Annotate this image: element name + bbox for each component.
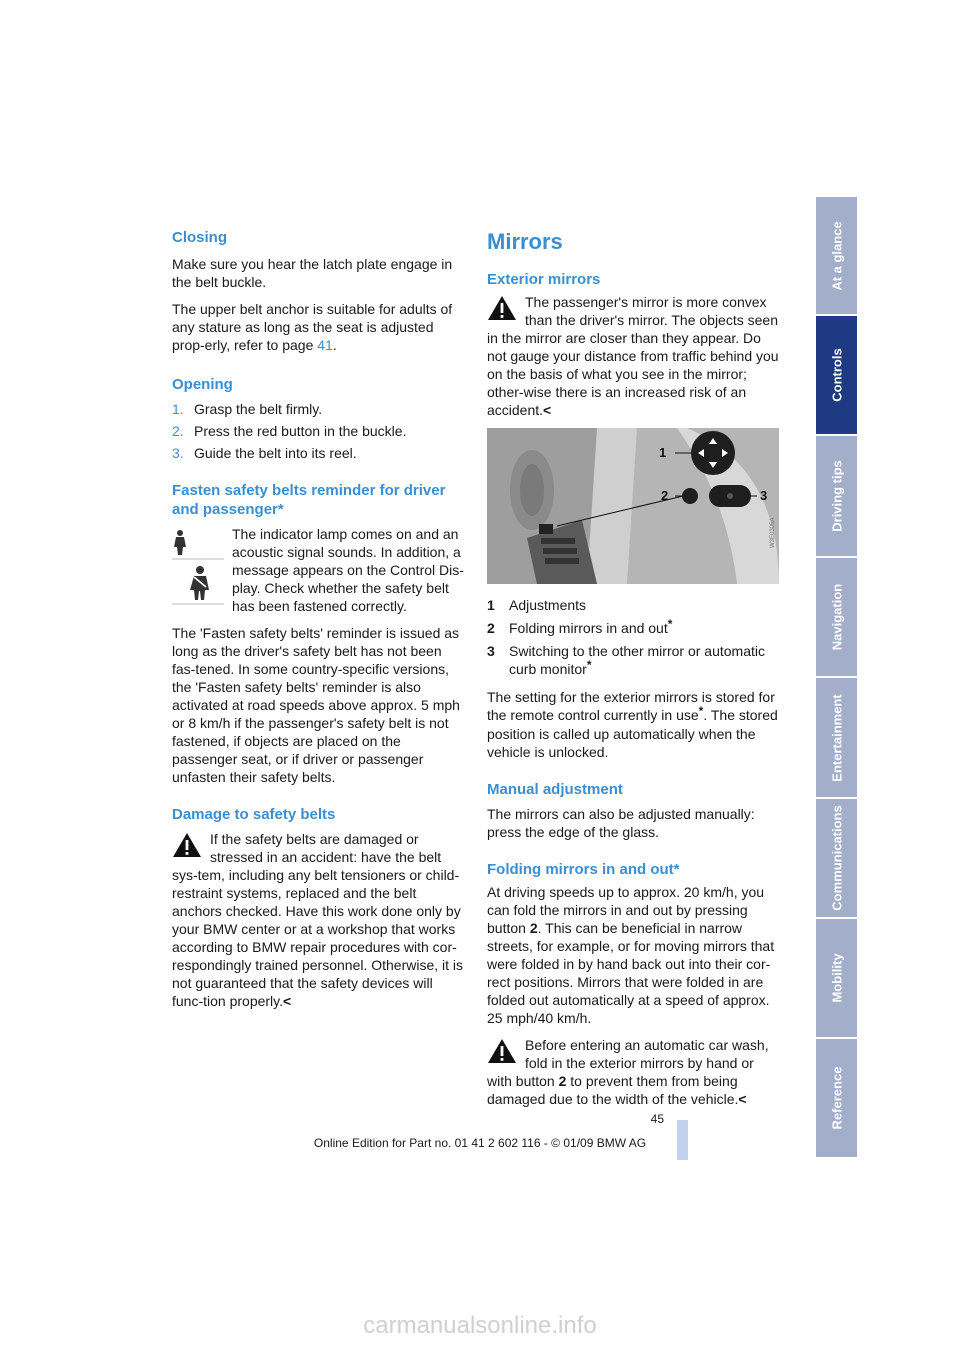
tab-navigation[interactable]: Navigation [816,558,857,678]
reminder-heading: Fasten safety belts reminder for driver and passenger* [172,482,446,518]
warning-icon [172,832,202,858]
seatbelt-reminder-icon [172,527,224,605]
damage-warning: If the safety belts are damaged or stressed in an accident: have the belt sys-tem, including any belt tensioners or child-restraint systems, replaced and the belt anchors checked. Have this work done only by your BMW center or at a workshop that works according to BMW repair procedures with cor-respondingly trained personnel. Otherwise, it is not guaranteed that the safety devices will func-tion properly.< [172,831,464,1009]
folding-mirrors-heading: Folding mirrors in and out* [487,861,680,878]
figure-legend [487,596,779,679]
reminder-paragraph-2: The 'Fasten safety belts' reminder is issued as long as the driver's safety belt has not been fas-tened. In some country-specific versions, the 'Fasten safety belts' reminder is also activated at road speeds above approx. 5 mph or 8 km/h if the passenger's safety belt is not fastened, if objects are placed on the passenger seat, or if driver or passenger unfasten their safety belts. [172,625,460,785]
footer-text: Online Edition for Part no. 01 41 2 602 116 - © 01/09 BMW AG [313,1136,647,1150]
list-item: 3 Switching to the other mirror or automatic curb monitor* [487,643,765,677]
exterior-warning: The passenger's mirror is more convex than the driver's mirror. The objects seen in the mirror are closer than they appear. Do not gauge your distance from traffic behind you on the basis of what you see in the mirror; other-wise there is an increased risk of an accident.< [487,294,779,418]
list-item: 2 Folding mirrors in and out* [487,617,673,636]
opening-steps [172,400,464,462]
closing-paragraph-1: Make sure you hear the latch plate engage in the belt buckle. [172,256,453,290]
damage-heading: Damage to safety belts [172,806,336,823]
warning-icon [487,295,517,321]
exterior-mirrors-heading: Exterior mirrors [487,271,601,288]
tab-driving-tips[interactable]: Driving tips [816,436,857,558]
manual-adjustment-text: The mirrors can also be adjusted manually: press the edge of the glass. [487,806,755,840]
callout-2: 2 [661,488,669,503]
tab-reference[interactable]: Reference [816,1039,857,1159]
mirror-controls-figure [487,428,779,584]
warning-icon [487,1038,517,1064]
callout-1: 1 [659,445,667,460]
page-link[interactable]: 41 [317,337,333,353]
reminder-paragraph-1: The indicator lamp comes on and an acoustic signal sounds. In addition, a message appears on the Control Dis-play. Check whether the safety belt has been fastened correctly. [172,525,464,615]
door-panel-illustration [487,428,779,584]
list-item: 3. Guide the belt into its reel. [172,445,357,461]
manual-adjustment-heading: Manual adjustment [487,781,623,798]
figure-code: W3E0305A [770,517,776,548]
tab-entertainment[interactable]: Entertainment [816,678,857,799]
list-item: 2. Press the red button in the buckle. [172,423,407,439]
list-item: 1. Grasp the belt firmly. [172,401,323,417]
list-item: 1 Adjustments [487,597,587,613]
chapter-tabs [816,197,857,1159]
left-column [172,228,464,1019]
right-column [487,228,779,1117]
folding-warning: Before entering an automatic car wash, fold in the exterior mirrors by hand or with button 2 to prevent them from being damaged due to the width of the vehicle.< [487,1037,769,1107]
page-title: Mirrors [487,229,563,254]
tab-communications[interactable]: Communications [816,799,857,919]
tab-at-a-glance[interactable]: At a glance [816,197,857,316]
stored-setting-paragraph: The setting for the exterior mirrors is stored for the remote control currently in use*. The stored position is called up automatically when the vehicle is unlocked. [487,689,778,760]
opening-heading: Opening [172,376,233,393]
tab-mobility[interactable]: Mobility [816,919,857,1039]
closing-paragraph-2: The upper belt anchor is suitable for adults of any stature as long as the seat is adjusted prop-erly, refer to page 41. [172,301,453,353]
page-number: 45 [650,1112,664,1126]
tab-controls[interactable]: Controls [816,316,857,436]
closing-heading: Closing [172,229,227,246]
callout-3: 3 [760,488,768,503]
folding-paragraph: At driving speeds up to approx. 20 km/h, you can fold the mirrors in and out by pressing button 2. This can be beneficial in narrow streets, for example, or for moving mirrors that were folded in by hand back out into their cor-rect positions. Mirrors that were folded in are folded out automatically at a speed of approx. 25 mph/40 km/h. [487,884,775,1026]
watermark: carmanualsonline.info [363,1312,597,1339]
